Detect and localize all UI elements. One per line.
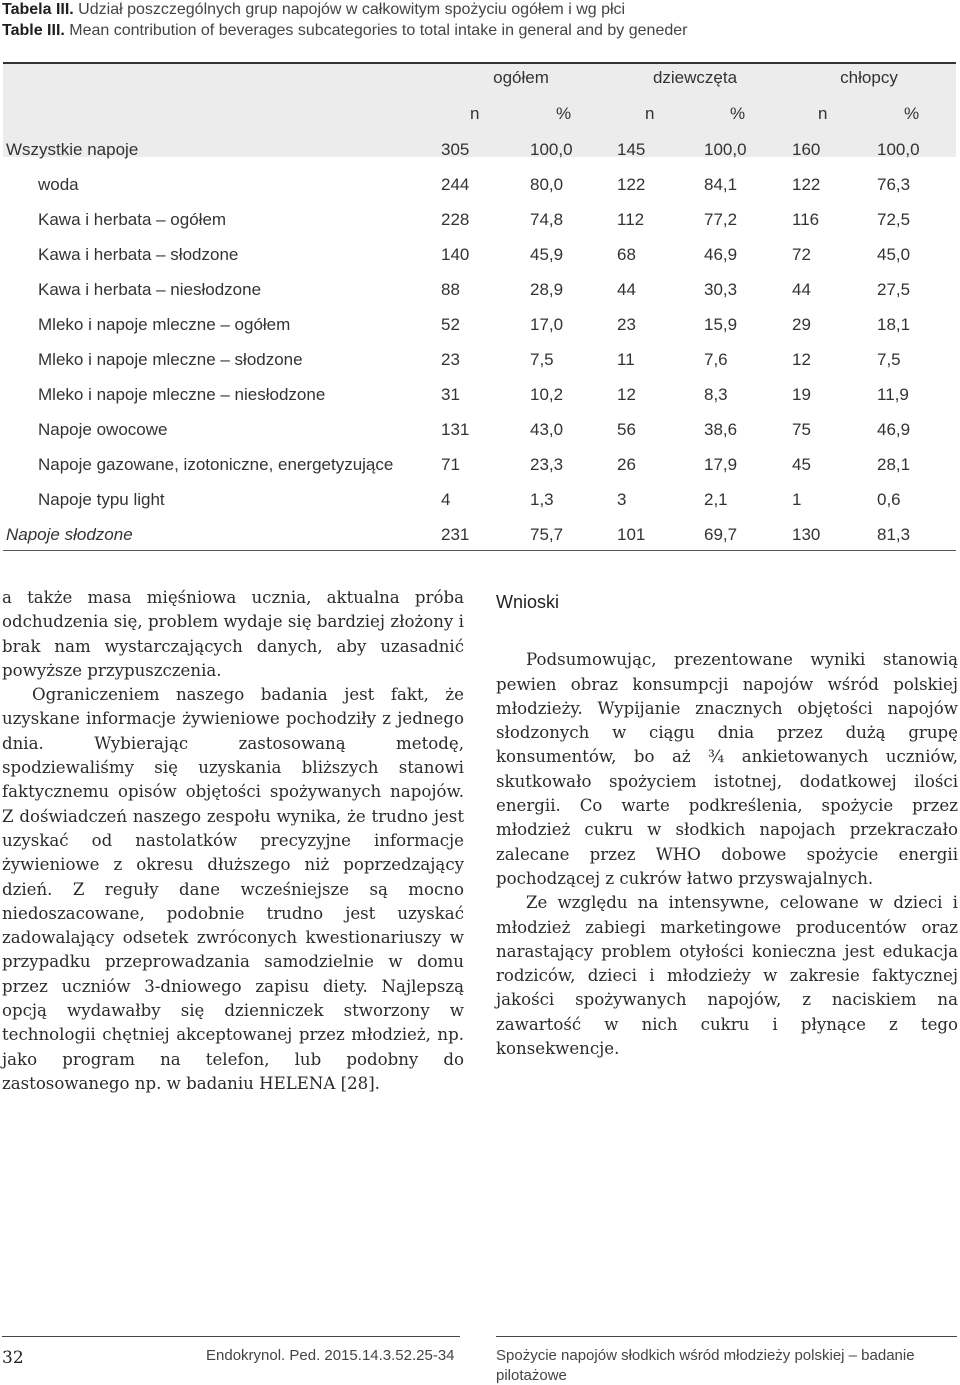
subheader-percent: %: [730, 104, 746, 123]
table-cell: 84,1: [704, 175, 738, 194]
footer-rule-left: [2, 1336, 460, 1337]
table-cell: 81,3: [877, 525, 911, 544]
table-cell: 122: [617, 175, 646, 194]
body-paragraph: Ograniczeniem naszego badania jest fakt, że uzyskane informacje żywieniowe pochodziły z jednego dnia. Wybierając zastosowaną metodę, spodziewaliśmy się uzyskania bliższych stanowi faktycznemu opisów objętości spożywanych napojów. Z doświadczeń naszego zespołu wynika, że trudno jest uzyskać od nastolatków precyzyjne informacje żywieniowe z okresu dłuższego niż poprzedzający dzień. Z reguły dane wcześniejsze są mocno niedoszacowane, podobnie trudno jest uzyskać zadowalający odsetek zwróconych kwestionariuszy w przypadku przeprowadzania samodzielnie w domu przez uczniów 3-dniowego zapisu diety. Najlepszą opcją wydawałby się dzienniczek stworzony w technologii chętniej akceptowanej przez młodzież, np. jako program na telefon, lub podobny do zastosowanego np. w badaniu HELENA [28].: [2, 685, 464, 1093]
table-cell: 12: [617, 385, 636, 404]
table-cell: 77,2: [704, 210, 738, 229]
table-cell: 4: [441, 490, 451, 509]
table-cell: 28,9: [530, 280, 564, 299]
subheader-percent: %: [556, 104, 572, 123]
table-cell: 23: [441, 350, 460, 369]
row-label: Kawa i herbata – ogółem: [38, 210, 227, 229]
table-cell: 0,6: [877, 490, 901, 509]
table-row: [0, 482, 957, 516]
table-cell: 38,6: [704, 420, 738, 439]
table-cell: 75: [792, 420, 811, 439]
table-cell: 30,3: [704, 280, 738, 299]
footer-rule-right: [496, 1336, 957, 1337]
body-column-left: [2, 586, 464, 1096]
table-cell: 131: [441, 420, 470, 439]
body-paragraph: Ze względu na intensywne, celowane w dzieci i młodzież zabiegi marketingowe producentów oraz narastający problem otyłości konieczna jest edukacja rodziców, dzieci i młodzieży w zakresie faktycznej jakości spożywanych napojów, z naciskiem na zawartość w nich cukru i płynące z tego konsekwencje.: [496, 893, 958, 1059]
row-label: Napoje typu light: [38, 490, 165, 509]
running-title-line-1: Spożycie napojów słodkich wśród młodzieży polskiej – badanie: [496, 1347, 915, 1364]
table-cell: 46,9: [877, 420, 911, 439]
table-cell: 12: [792, 350, 811, 369]
running-title-line-2: pilotażowe: [496, 1367, 567, 1384]
table-cell: 75,7: [530, 525, 564, 544]
table-cell: 130: [792, 525, 821, 544]
table-cell: 17,0: [530, 315, 564, 334]
table-cell: 72,5: [877, 210, 911, 229]
table-row: [0, 307, 957, 341]
row-label: Napoje słodzone: [6, 525, 133, 544]
table-cell: 145: [617, 140, 646, 159]
table-row: [0, 132, 957, 166]
table-cell: 46,9: [704, 245, 738, 264]
table-cell: 3: [617, 490, 627, 509]
body-paragraph: a także masa mięśniowa ucznia, aktualna próba odchudzenia się, problem wydaje się bardziej złożony i brak nam wystarczających danych, aby uzasadnić powyższe przypuszczenia.: [2, 588, 464, 680]
table-cell: 15,9: [704, 315, 738, 334]
table-cell: 56: [617, 420, 636, 439]
table-cell: 31: [441, 385, 460, 404]
body-column-right: [496, 586, 958, 1061]
table-cell: 28,1: [877, 455, 911, 474]
group-header-total: ogółem: [493, 68, 549, 87]
table-cell: 10,2: [530, 385, 564, 404]
table-cell: 305: [441, 140, 470, 159]
table-cell: 72: [792, 245, 811, 264]
table-cell: 74,8: [530, 210, 564, 229]
journal-citation: Endokrynol. Ped. 2015.14.3.52.25-34: [206, 1347, 455, 1364]
row-label: Mleko i napoje mleczne – niesłodzone: [38, 385, 326, 404]
subheader-n: n: [645, 104, 655, 123]
table-cell: 1: [792, 490, 802, 509]
table-cell: 26: [617, 455, 636, 474]
table-bottom-rule: [3, 550, 956, 551]
table-row: [0, 517, 957, 551]
table-caption-english: [2, 21, 687, 41]
table-cell: 27,5: [877, 280, 911, 299]
table-cell: 18,1: [877, 315, 911, 334]
table-cell: 160: [792, 140, 821, 159]
table-cell: 88: [441, 280, 460, 299]
row-label: Wszystkie napoje: [6, 140, 139, 159]
row-label: Mleko i napoje mleczne – ogółem: [38, 315, 291, 334]
table-cell: 52: [441, 315, 460, 334]
table-cell: 17,9: [704, 455, 738, 474]
table-cell: 68: [617, 245, 636, 264]
table-cell: 45,9: [530, 245, 564, 264]
table-row: [0, 447, 957, 481]
table-cell: 100,0: [877, 140, 920, 159]
table-cell: 231: [441, 525, 470, 544]
table-row: [0, 272, 957, 306]
table-cell: 71: [441, 455, 460, 474]
table-cell: 44: [617, 280, 636, 299]
table-cell: 11: [617, 350, 635, 369]
table-cell: 76,3: [877, 175, 911, 194]
table-cell: 112: [617, 210, 645, 229]
row-label: Napoje owocowe: [38, 420, 168, 439]
table-cell: 45,0: [877, 245, 911, 264]
group-header-girls: dziewczęta: [652, 68, 738, 87]
table-cell: 19: [792, 385, 811, 404]
table-cell: 7,5: [877, 350, 901, 369]
table-cell: 100,0: [530, 140, 573, 159]
table-cell: 11,9: [877, 385, 909, 404]
table-row: [0, 167, 957, 201]
row-label: woda: [38, 175, 79, 194]
table-cell: 100,0: [704, 140, 747, 159]
table-row: [0, 202, 957, 236]
table-cell: 140: [441, 245, 470, 264]
table-cell: 44: [792, 280, 811, 299]
caption-label-en: Table III.: [2, 22, 65, 39]
group-header-boys: chłopcy: [840, 68, 898, 87]
table-row: [0, 237, 957, 271]
table-cell: 2,1: [704, 490, 728, 509]
table-row: [0, 342, 957, 376]
table-cell: 23,3: [530, 455, 564, 474]
caption-text-pl: Udział poszczególnych grup napojów w całkowitym spożyciu ogółem i wg płci: [73, 1, 626, 18]
table-cell: 45: [792, 455, 811, 474]
row-label: Kawa i herbata – niesłodzone: [38, 280, 262, 299]
subheader-n: n: [470, 104, 480, 123]
subheader-percent: %: [904, 104, 920, 123]
section-heading-conclusions: Wnioski: [496, 592, 560, 612]
table-cell: 69,7: [704, 525, 738, 544]
table-row: [0, 377, 957, 411]
table-cell: 23: [617, 315, 636, 334]
table-cell: 80,0: [530, 175, 564, 194]
table-cell: 7,6: [704, 350, 728, 369]
table-caption-polish: [2, 0, 625, 20]
table-cell: 7,5: [530, 350, 554, 369]
subheader-n: n: [818, 104, 828, 123]
table-cell: 29: [792, 315, 811, 334]
table-cell: 116: [792, 210, 820, 229]
body-paragraph: Podsumowując, prezentowane wyniki stanowią pewien obraz konsumpcji napojów wśród polskiej młodzieży. Wypijanie znacznych objętości napojów słodzonych w ciągu dnia przez dużą grupę konsumentów, bo aż ¾ ankietowanych uczniów, skutkowało spożyciem istotnej, dodatkowej ilości energii. Co warte podkreślenia, spożycie przez młodzież cukru w słodkich napojach przekraczało zalecane przez WHO dobowe spożycie energii pochodzącej z cukrów łatwo przyswajalnych.: [496, 650, 958, 888]
table-cell: 244: [441, 175, 470, 194]
table-cell: 8,3: [704, 385, 728, 404]
row-label: Kawa i herbata – słodzone: [38, 245, 239, 264]
table-cell: 1,3: [530, 490, 554, 509]
table-cell: 101: [617, 525, 646, 544]
table-cell: 43,0: [530, 420, 564, 439]
caption-label-pl: Tabela III.: [2, 1, 74, 18]
row-label: Napoje gazowane, izotoniczne, energetyzujące: [38, 455, 394, 474]
table-cell: 228: [441, 210, 470, 229]
table-row: [0, 412, 957, 446]
row-label: Mleko i napoje mleczne – słodzone: [38, 350, 303, 369]
table-cell: 122: [792, 175, 821, 194]
page-number: 32: [2, 1348, 24, 1368]
caption-text-en: Mean contribution of beverages subcategories to total intake in general and by geneder: [64, 22, 688, 39]
